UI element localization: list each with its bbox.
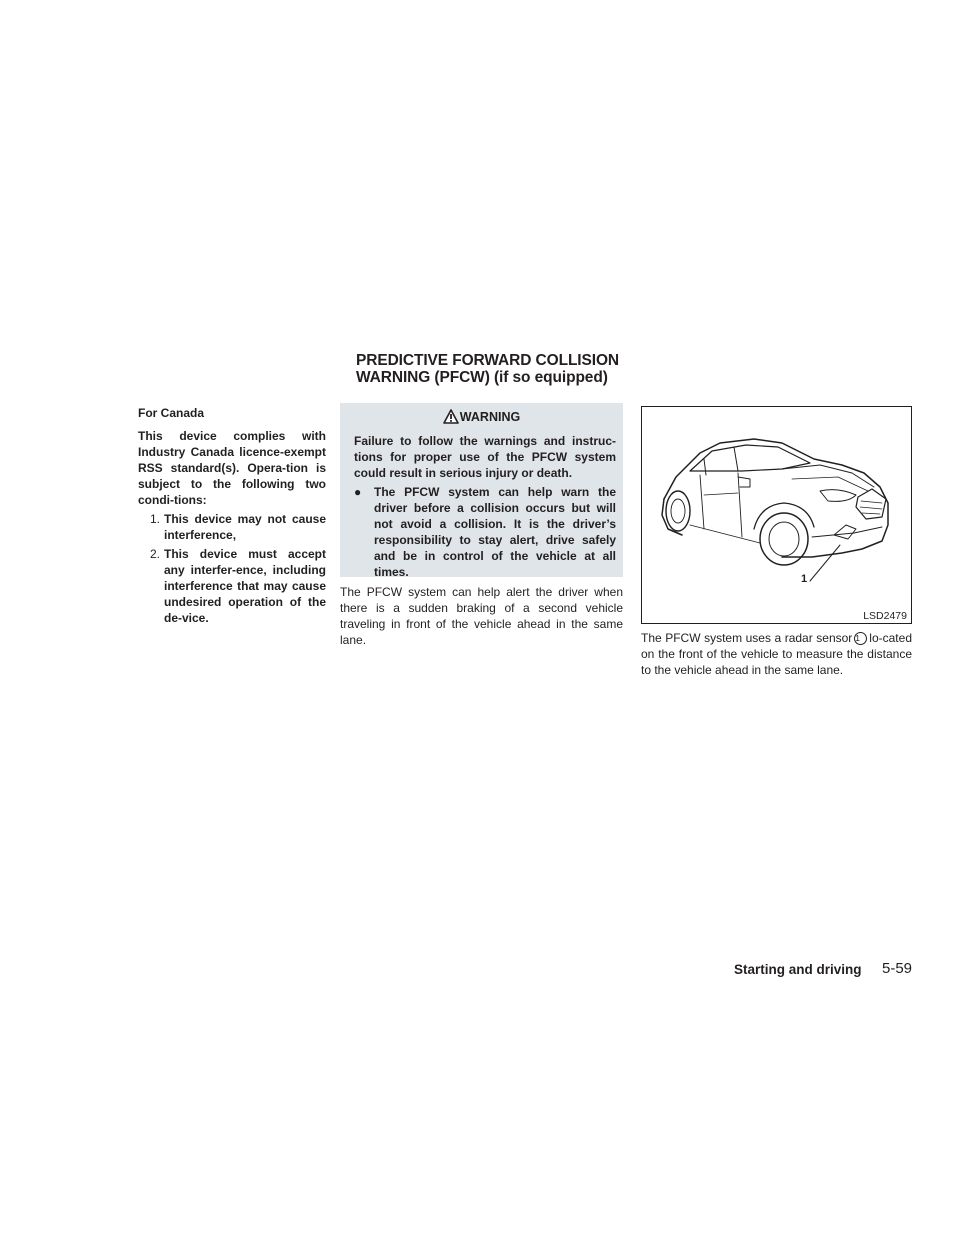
warning-triangle-icon (443, 409, 459, 424)
list-item-text: This device must accept any interfer-ence, including interference that may cause undesired operation of the de-vice. (164, 547, 326, 625)
car-illustration (642, 407, 911, 623)
radar-sensor-figure (641, 406, 912, 624)
callout-marker: 1 (854, 632, 867, 645)
callout-label: 1 (801, 573, 808, 585)
canada-conditions-list (138, 511, 326, 626)
warning-bullet-text: The PFCW system can help warn the driver before a collision occurs but will not avoid a collision. It is the driver’s responsibility to stay alert, drive safely and be in control of the vehicle at all times. (374, 485, 616, 579)
footer-section-name: Starting and driving (734, 962, 862, 977)
page-number: 5-59 (882, 960, 913, 977)
canada-intro: This device complies with Industry Canada licence-exempt RSS standard(s). Opera-tion is subject to the following two condi-tions: (138, 429, 326, 507)
bullet-icon: ● (354, 485, 362, 499)
section-title (356, 352, 686, 386)
radar-text-after: lo-cated on the front of the vehicle to measure the distance to the vehicle ahead in the same lane. (641, 631, 912, 677)
warning-text: Failure to follow the warnings and instruc-tions for proper use of the PFCW system could result in serious injury or death. (354, 434, 616, 480)
warning-body (354, 433, 616, 580)
list-item-number: 1. (150, 512, 161, 526)
canada-notice (138, 405, 326, 629)
list-item-number: 2. (150, 547, 161, 561)
radar-text-before: The PFCW system uses a radar sensor (641, 631, 853, 645)
radar-sensor-description (641, 630, 912, 678)
pfcw-description: The PFCW system can help alert the driver when there is a sudden braking of a second vehicle traveling in front of the vehicle ahead in the same lane. (340, 585, 623, 647)
warning-title: WARNING (459, 410, 521, 424)
figure-code: LSD2479 (863, 610, 907, 622)
list-item (138, 546, 326, 626)
section-title-line1: PREDICTIVE FORWARD COLLISION (356, 352, 620, 369)
canada-heading: For Canada (138, 406, 205, 420)
list-item (138, 511, 326, 543)
section-title-line2: WARNING (PFCW) (if so equipped) (356, 369, 608, 386)
warning-header (340, 407, 623, 427)
warning-bullet (354, 484, 616, 580)
warning-box (340, 403, 623, 577)
list-item-text: This device may not cause interference, (164, 512, 326, 542)
